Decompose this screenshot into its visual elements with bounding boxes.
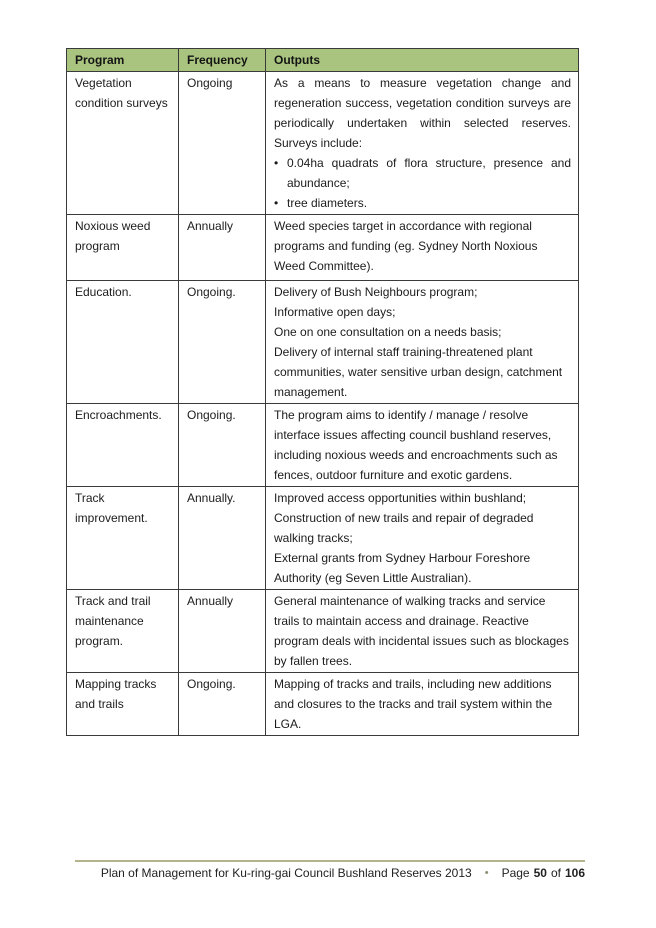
output-paragraph: Weed species target in accordance with regional programs and funding (eg. Sydney North Noxious Weed Committee).	[274, 219, 538, 273]
table-row	[67, 281, 579, 404]
table-row	[67, 590, 579, 673]
frequency-cell: Annually.	[179, 487, 266, 590]
of-word: of	[550, 866, 561, 880]
program-cell: Encroachments.	[67, 404, 179, 487]
page-word: Page	[501, 866, 530, 880]
program-cell: Mapping tracks and trails	[67, 673, 179, 736]
outputs-cell	[266, 487, 579, 590]
output-paragraph: Construction of new trails and repair of degraded walking tracks;	[274, 511, 534, 545]
program-cell: Track and trail maintenance program.	[67, 590, 179, 673]
table-header-row	[67, 49, 579, 72]
outputs-cell	[266, 404, 579, 487]
output-bullet-text: tree diameters.	[287, 196, 368, 210]
table-header	[67, 49, 579, 72]
page-current: 50	[533, 866, 547, 880]
table-row	[67, 487, 579, 590]
column-header-outputs: Outputs	[266, 49, 579, 72]
frequency-cell: Annually	[179, 215, 266, 281]
frequency-cell: Ongoing.	[179, 673, 266, 736]
footer-divider	[75, 860, 585, 862]
output-paragraph: Mapping of tracks and trails, including new additions and closures to the tracks and trail system within the LGA.	[274, 677, 553, 731]
bullet-icon: •	[274, 196, 279, 210]
frequency-cell: Ongoing	[179, 72, 266, 215]
output-paragraph: One on one consultation on a needs basis;	[274, 325, 502, 339]
frequency-cell: Ongoing.	[179, 404, 266, 487]
program-cell: Noxious weed program	[67, 215, 179, 281]
page-number-label	[502, 866, 585, 880]
program-cell: Vegetation condition surveys	[67, 72, 179, 215]
output-bullet-item	[274, 153, 571, 193]
output-paragraph: The program aims to identify / manage / resolve interface issues affecting council bushland reserves, including noxious weeds and encroachments such as fences, outdoor furniture and exotic gardens.	[274, 408, 558, 482]
program-cell: Track improvement.	[67, 487, 179, 590]
footer-bullet-icon: •	[484, 867, 489, 879]
page-total: 106	[564, 866, 585, 880]
column-header-program: Program	[67, 49, 179, 72]
table-body	[67, 72, 579, 736]
output-paragraph: Delivery of Bush Neighbours program;	[274, 285, 478, 299]
table-row	[67, 215, 579, 281]
programs-table	[66, 48, 579, 736]
output-paragraph: Informative open days;	[274, 305, 396, 319]
output-paragraph: External grants from Sydney Harbour Foreshore Authority (eg Seven Little Australian).	[274, 551, 531, 585]
output-paragraph: General maintenance of walking tracks and service trails to maintain access and drainage. Reactive program deals with incidental issues such as blockages by fallen trees.	[274, 594, 569, 668]
program-cell: Education.	[67, 281, 179, 404]
bullet-icon: •	[274, 156, 279, 170]
outputs-cell	[266, 215, 579, 281]
frequency-cell: Annually	[179, 590, 266, 673]
output-paragraph: Delivery of internal staff training-threatened plant communities, water sensitive urban design, catchment management.	[274, 345, 563, 399]
page-footer	[75, 866, 585, 880]
output-bullet-item	[274, 193, 571, 213]
table-row	[67, 673, 579, 736]
output-paragraph: As a means to measure vegetation change and regeneration success, vegetation condition surveys are periodically undertaken within selected reserves. Surveys include:	[274, 76, 571, 150]
table-row	[67, 72, 579, 215]
outputs-cell	[266, 590, 579, 673]
output-paragraph: Improved access opportunities within bushland;	[274, 491, 527, 505]
footer-title: Plan of Management for Ku-ring-gai Council Bushland Reserves 2013	[100, 866, 472, 880]
outputs-cell	[266, 673, 579, 736]
frequency-cell: Ongoing.	[179, 281, 266, 404]
outputs-cell	[266, 72, 579, 215]
table-row	[67, 404, 579, 487]
output-bullet-text: 0.04ha quadrats of flora structure, presence and abundance;	[287, 156, 571, 190]
outputs-cell	[266, 281, 579, 404]
column-header-frequency: Frequency	[179, 49, 266, 72]
